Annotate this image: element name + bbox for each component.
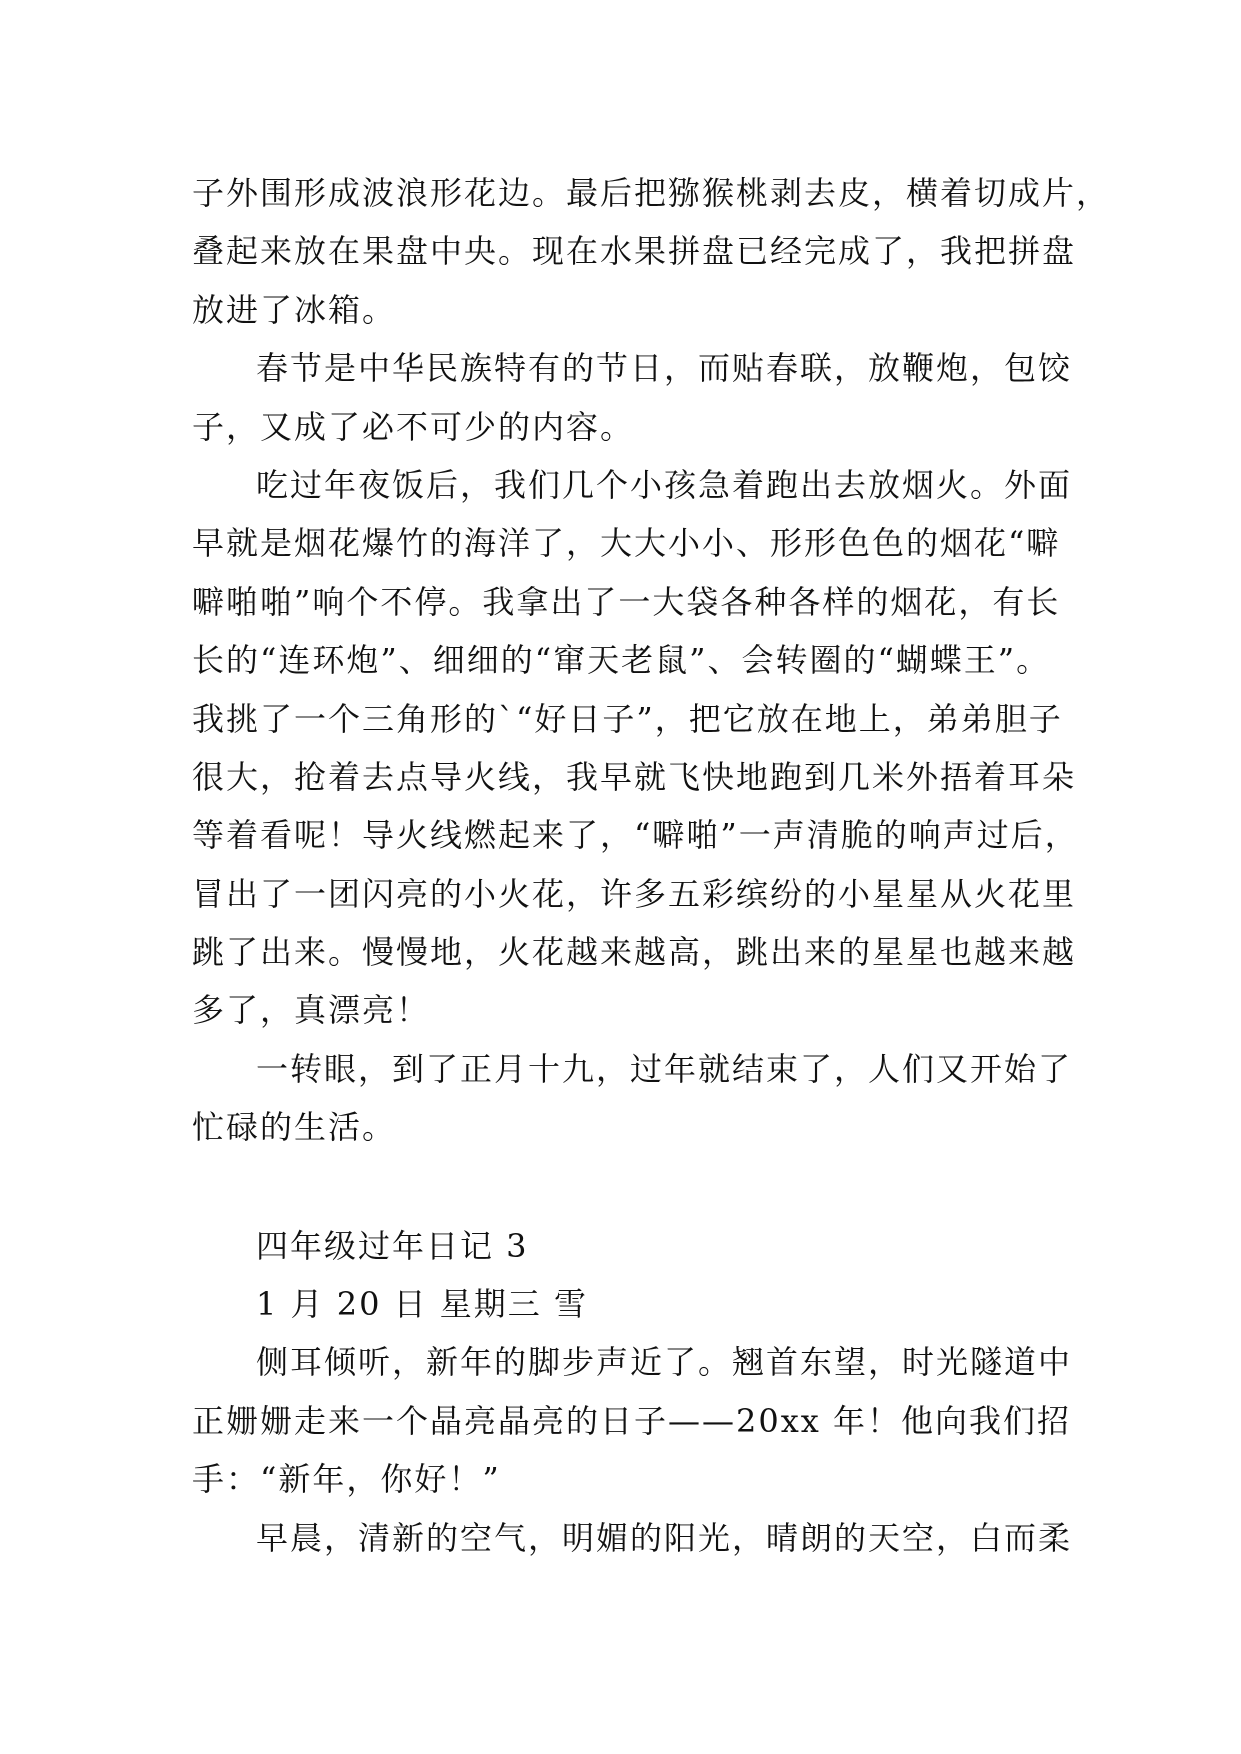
paragraph-fireworks [192,456,1079,1040]
text-line: 忙碌的生活。 [192,1108,397,1147]
text-line: 正姗姗走来一个晶亮晶亮的日子——20xx 年！他向我们招 [192,1401,1071,1440]
text-line: 一转眼，到了正月十九，过年就结束了，人们又开始了 [256,1049,1073,1088]
text-line: 早晨，清新的空气，明媚的阳光，晴朗的天空，白而柔 [256,1518,1073,1557]
diary-date [192,1275,1062,1333]
text-line: 吃过年夜饭后，我们几个小孩急着跑出去放烟火。外面 [256,465,1073,504]
paragraph-new-year-end [192,1040,1073,1157]
diary-title: 四年级过年日记 3 [256,1226,529,1265]
document-body [192,164,1111,1567]
text-line: 春节是中华民族特有的节日，而贴春联，放鞭炮，包饺 [256,349,1073,388]
paragraph-new-year-approach [192,1333,1073,1508]
text-line: 冒出了一团闪亮的小火花，许多五彩缤纷的小星星从火花里 [192,874,1077,913]
text-line: 等着看呢！导火线燃起来了，“噼啪”一声清脆的响声过后， [192,816,1079,855]
text-line: 侧耳倾听，新年的脚步声近了。翘首东望，时光隧道中 [256,1343,1073,1382]
date-line: 1 月 20 日 星期三 雪 [256,1285,588,1324]
text-line: 很大，抢着去点导火线，我早就飞快地跑到几米外捂着耳朵 [192,757,1077,796]
section-spacer [192,1157,1062,1217]
text-line: 多了，真漂亮！ [192,991,431,1030]
text-line: 子外围形成波浪形花边。最后把猕猴桃剥去皮，横着切成片， [192,174,1111,212]
text-line: 我挑了一个三角形的`“好日子”，把它放在地上，弟弟胆子 [192,699,1063,738]
paragraph-morning [192,1509,1073,1567]
text-line: 噼啪啪”响个不停。我拿出了一大袋各种各样的烟花，有长 [192,582,1061,621]
paragraph-spring-festival [192,339,1073,456]
text-line: 早就是烟花爆竹的海洋了，大大小小、形形色色的烟花“噼 [192,524,1061,563]
section-title [192,1217,1062,1275]
text-line: 叠起来放在果盘中央。现在水果拼盘已经完成了，我把拼盘 [192,232,1077,271]
text-line: 跳了出来。慢慢地，火花越来越高，跳出来的星星也越来越 [192,933,1077,972]
text-line: 放进了冰箱。 [192,290,397,329]
text-line: 手：“新年，你好！” [192,1460,501,1499]
text-line: 子，又成了必不可少的内容。 [192,407,635,446]
paragraph-fruit-platter [192,164,1111,339]
text-line: 长的“连环炮”、细细的“窜天老鼠”、会转圈的“蝴蝶王”。 [192,641,1051,680]
